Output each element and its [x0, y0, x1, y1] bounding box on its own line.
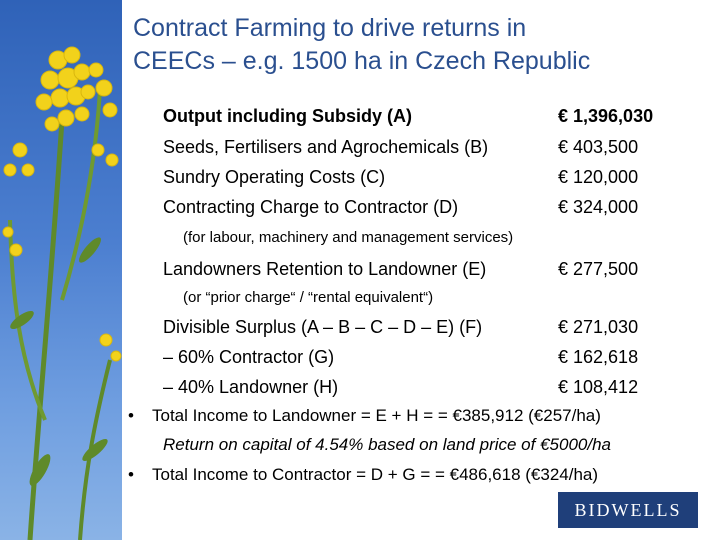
bullet-marker: •	[128, 465, 134, 484]
row-label: Contracting Charge to Contractor (D)	[163, 197, 459, 217]
note-prior-charge: (or “prior charge“ / “rental equivalent“)	[183, 289, 434, 306]
slide-title-line-1: Contract Farming to drive returns in	[133, 14, 527, 42]
row-value: € 324,000	[558, 197, 639, 217]
row-value: € 277,500	[558, 259, 639, 279]
row-value: € 162,618	[558, 347, 639, 367]
slide-title-line-2: CEECs – e.g. 1500 ha in Czech Republic	[133, 47, 591, 75]
return-on-capital-note: Return on capital of 4.54% based on land price of €5000/ha	[163, 435, 611, 454]
row-value: € 1,396,030	[558, 106, 654, 126]
row-value: € 403,500	[558, 137, 639, 157]
bullet-contractor-income: Total Income to Contractor = D + G = = €486,618 (€324/ha)	[152, 465, 599, 484]
slide-title	[133, 12, 713, 78]
note-labour: (for labour, machinery and management services)	[183, 229, 514, 246]
bidwells-logo: BIDWELLS	[558, 492, 698, 528]
rapeseed-flower-photo	[0, 0, 122, 540]
row-value: € 271,030	[558, 317, 639, 337]
row-value: € 120,000	[558, 167, 639, 187]
row-label: Seeds, Fertilisers and Agrochemicals (B)	[163, 137, 489, 157]
row-label: Landowners Retention to Landowner (E)	[163, 259, 487, 279]
row-value: € 108,412	[558, 377, 639, 397]
bullet-landowner-income: Total Income to Landowner = E + H = = €385,912 (€257/ha)	[152, 406, 601, 425]
row-label: – 60% Contractor (G)	[163, 347, 335, 367]
row-label: Sundry Operating Costs (C)	[163, 167, 386, 187]
bullet-marker: •	[128, 406, 134, 425]
row-label: – 40% Landowner (H)	[163, 377, 339, 397]
row-label: Divisible Surplus (A – B – C – D – E) (F)	[163, 317, 483, 337]
row-label: Output including Subsidy (A)	[163, 106, 412, 126]
rapeseed-flower-illustration	[0, 0, 122, 540]
